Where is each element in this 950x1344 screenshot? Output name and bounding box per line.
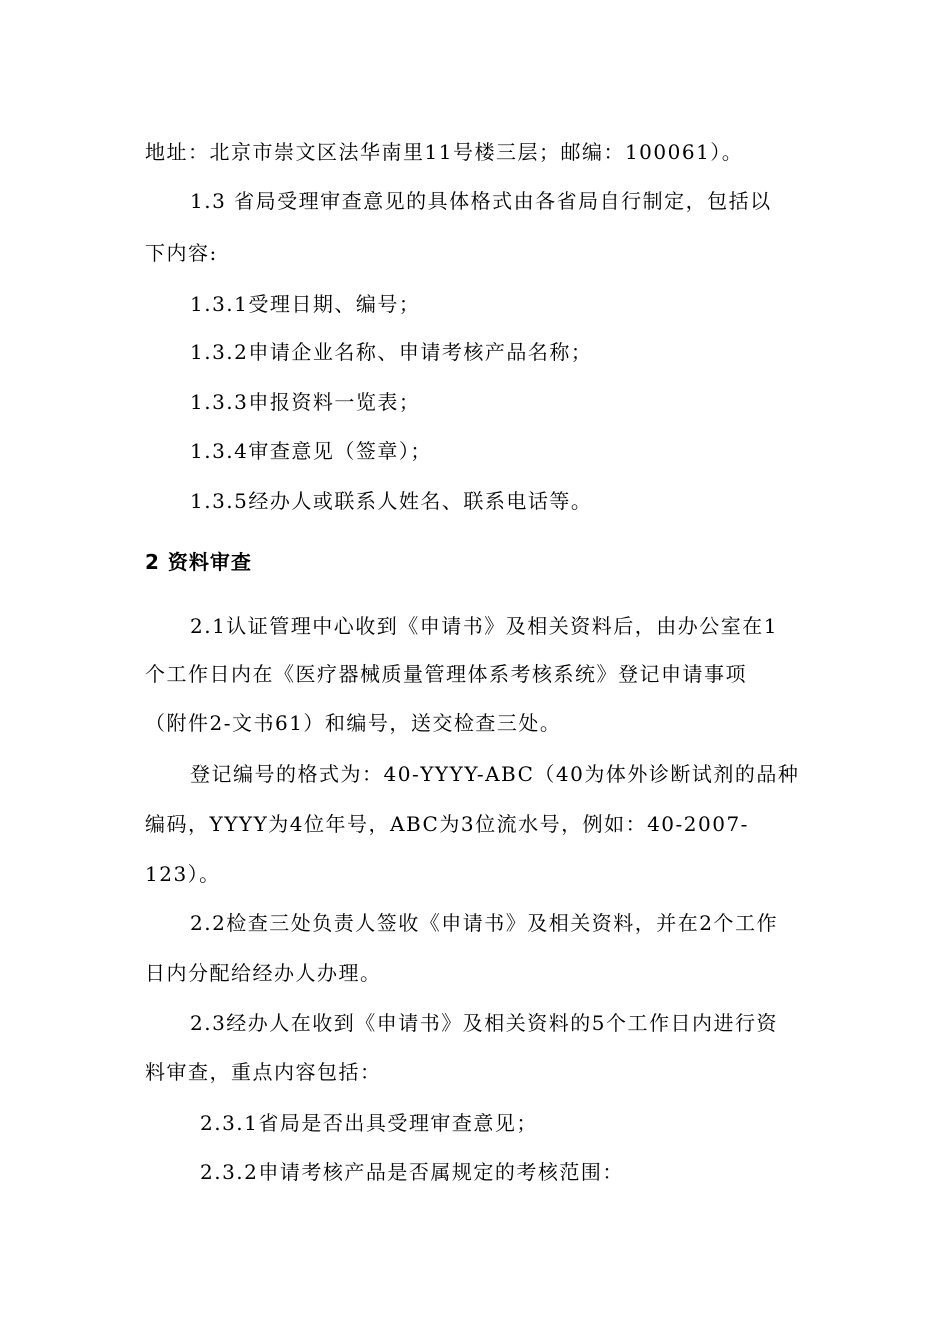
paragraph-1-3: 1.3 省局受理审查意见的具体格式由各省局自行制定，包括以 [190,189,772,213]
section-heading-2: 2 资料审查 [145,550,252,574]
item-1-3-5: 1.3.5经办人或联系人姓名、联系电话等。 [190,489,593,513]
paragraph-2-1: 2.1认证管理中心收到《申请书》及相关资料后，由办公室在1 [190,614,779,638]
paragraph-2-1-cont-1: 个工作日内在《医疗器械质量管理体系考核系统》登记申请事项 [145,662,747,686]
item-1-3-1: 1.3.1受理日期、编号； [190,292,421,316]
paragraph-2-3: 2.3经办人在收到《申请书》及相关资料的5个工作日内进行资 [190,1011,779,1035]
paragraph-2-2: 2.2检查三处负责人签收《申请书》及相关资料，并在2个工作 [190,911,779,935]
item-1-3-3: 1.3.3申报资料一览表； [190,390,421,414]
item-2-3-2: 2.3.2申请考核产品是否属规定的考核范围： [200,1160,624,1184]
item-2-3-1: 2.3.1省局是否出具受理审查意见； [200,1111,538,1135]
paragraph-format-cont-1: 编码，YYYY为4位年号，ABC为3位流水号，例如：40-2007- [145,812,749,836]
address-line: 地址：北京市崇文区法华南里11号楼三层；邮编：100061）。 [145,140,744,164]
paragraph-format: 登记编号的格式为：40-YYYY-ABC（40为体外诊断试剂的品种 [190,762,800,786]
paragraph-2-3-cont: 料审查，重点内容包括： [145,1060,382,1084]
item-1-3-2: 1.3.2申请企业名称、申请考核产品名称； [190,340,593,364]
paragraph-1-3-cont: 下内容: [145,241,218,265]
item-1-3-4: 1.3.4审查意见（签章）； [190,439,432,463]
paragraph-format-cont-2: 123）。 [145,862,221,886]
paragraph-2-1-cont-2: （附件2-文书61）和编号，送交检查三处。 [145,711,562,735]
paragraph-2-2-cont: 日内分配给经办人办理。 [145,961,382,985]
